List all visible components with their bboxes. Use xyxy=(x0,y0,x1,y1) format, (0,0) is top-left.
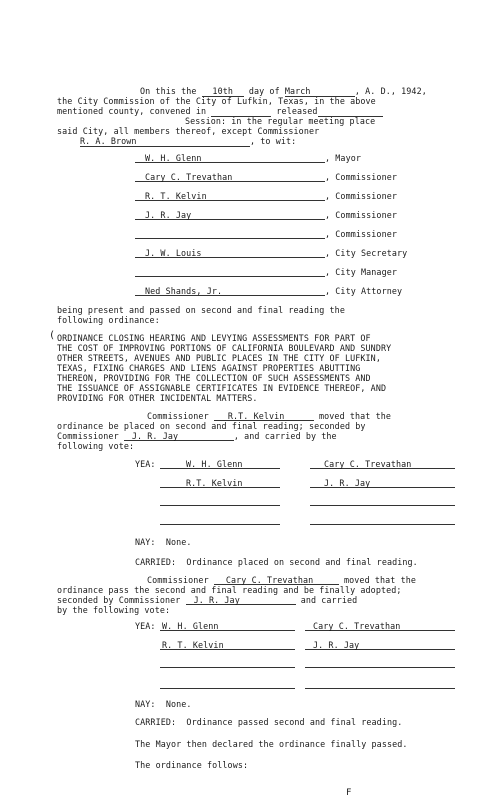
ordinance-title-3: OTHER STREETS, AVENUES AND PUBLIC PLACES IN THE CITY OF LUFKIN, xyxy=(57,353,381,363)
vote1-line-2: ordinance be placed on second and final reading; seconded by xyxy=(57,421,366,431)
yea-voter: W. H. Glenn xyxy=(160,459,280,469)
roster-member-role: , City Manager xyxy=(325,267,397,277)
roster-member-name xyxy=(135,267,325,277)
roster-row xyxy=(135,229,397,239)
roster-row xyxy=(135,153,361,163)
closing-line-1: The Mayor then declared the ordinance finally passed. xyxy=(135,739,408,749)
blank-line xyxy=(310,505,455,506)
roster-member-name: J. W. Louis xyxy=(135,248,325,258)
ordinance-title-2: THE COST OF IMPROVING PORTIONS OF CALIFORNIA BOULEVARD AND SUNDRY xyxy=(57,343,392,353)
vote-text: Commissioner xyxy=(147,575,214,585)
ordinance-title-6: THE ISSUANCE OF ASSIGNABLE CERTIFICATES IN EVIDENCE THEREOF, AND xyxy=(57,383,387,393)
vote1-mover: R.T. Kelvin xyxy=(214,411,314,421)
vote1-yea-row-1 xyxy=(160,459,280,469)
intro-text: released xyxy=(271,106,318,116)
vote2-line-3 xyxy=(57,595,357,605)
ordinance-title-5: THEREON, PROVIDING FOR THE COLLECTION OF SUCH ASSESSMENTS AND xyxy=(57,373,371,383)
blank-line xyxy=(160,667,295,668)
ordinance-title-4: TEXAS, FIXING CHARGES AND LIENS AGAINST PROPERTIES ABUTTING xyxy=(57,363,361,373)
vote1-carried: CARRIED: Ordinance placed on second and final reading. xyxy=(135,557,418,567)
vote2-yea-row-2b xyxy=(305,640,455,650)
vote1-line-3 xyxy=(57,431,337,441)
ordinance-title-1: ORDINANCE CLOSING HEARING AND LEVYING ASSESSMENTS FOR PART OF xyxy=(57,333,371,343)
roster-member-role: , Commissioner xyxy=(325,172,397,182)
vote2-mover: Cary C. Trevathan xyxy=(214,575,339,585)
intro-line-4: Session: in the regular meeting place xyxy=(185,116,376,126)
vote-text: moved that the xyxy=(338,575,416,585)
roster-member-role: , Commissioner xyxy=(325,210,397,220)
vote2-nay: NAY: None. xyxy=(135,699,192,709)
roster-row xyxy=(135,267,397,277)
present-text-2: following ordinance: xyxy=(57,315,160,325)
vote2-line-4: by the following vote: xyxy=(57,605,171,615)
roster-member-role: , Commissioner xyxy=(325,229,397,239)
vote1-yea-label: YEA: xyxy=(135,459,156,469)
intro-line-6 xyxy=(80,136,296,147)
vote1-line-1 xyxy=(147,411,391,421)
intro-text: , A. D., 1942, xyxy=(354,86,427,96)
yea-voter: W. H. Glenn xyxy=(160,621,295,631)
roster-row xyxy=(135,286,402,296)
vote2-yea-row-1 xyxy=(160,621,295,631)
absent-commissioner: R. A. Brown xyxy=(80,136,250,147)
page-mark: F xyxy=(346,788,352,798)
meeting-day: 10th xyxy=(202,86,244,97)
yea-voter: Cary C. Trevathan xyxy=(310,459,455,469)
blank-line xyxy=(160,688,295,689)
vote2-carried: CARRIED: Ordinance passed second and final reading. xyxy=(135,717,403,727)
vote-text: , and carried by the xyxy=(233,431,337,441)
vote2-yea-row-2 xyxy=(160,640,295,650)
vote1-seconder: J. R. Jay xyxy=(124,431,234,441)
vote-text: Commissioner xyxy=(147,411,214,421)
vote-text: and carried xyxy=(295,595,358,605)
ordinance-title-7: PROVIDING FOR OTHER INCIDENTAL MATTERS. xyxy=(57,393,258,403)
vote2-yea-label: YEA: xyxy=(135,621,156,631)
present-text-1: being present and passed on second and final reading the xyxy=(57,305,345,315)
yea-voter: R.T. Kelvin xyxy=(160,478,280,488)
roster-member-name: W. H. Glenn xyxy=(135,153,325,163)
roster-member-role: , City Attorney xyxy=(325,286,403,296)
blank-line xyxy=(160,524,280,525)
roster-member-role: , City Secretary xyxy=(325,248,408,258)
roster-row xyxy=(135,172,397,182)
vote2-line-2: ordinance pass the second and final reading and be finally adopted; xyxy=(57,585,402,595)
yea-voter: J. R. Jay xyxy=(310,478,455,488)
vote1-line-4: following vote: xyxy=(57,441,135,451)
vote1-yea-row-2b xyxy=(310,478,455,488)
yea-voter: R. T. Kelvin xyxy=(160,640,295,650)
roster-row xyxy=(135,248,407,258)
blank-line xyxy=(310,524,455,525)
roster-row xyxy=(135,191,397,201)
blank-line xyxy=(305,667,455,668)
roster-row xyxy=(135,210,397,220)
roster-member-name: Ned Shands, Jr. xyxy=(135,286,325,296)
intro-line-5: said City, all members thereof, except Commissioner xyxy=(57,126,320,136)
vote1-nay: NAY: None. xyxy=(135,537,192,547)
vote2-line-1 xyxy=(147,575,416,585)
roster-member-name xyxy=(135,229,325,239)
vote-text: moved that the xyxy=(313,411,391,421)
intro-text: , to wit: xyxy=(250,136,297,146)
vote1-yea-row-2 xyxy=(160,478,280,488)
intro-text: mentioned county, convened in xyxy=(57,106,212,116)
intro-text: day of xyxy=(243,86,285,96)
roster-member-role: , Mayor xyxy=(325,153,361,163)
yea-voter: J. R. Jay xyxy=(305,640,455,650)
vote2-yea-row-1b xyxy=(305,621,455,631)
vote1-yea-row-1b xyxy=(310,459,455,469)
roster-member-name: J. R. Jay xyxy=(135,210,325,220)
vote-text: seconded by Commissioner xyxy=(57,595,186,605)
blank-line xyxy=(305,688,455,689)
margin-bracket: ( xyxy=(49,330,56,341)
vote-text: Commissioner xyxy=(57,431,124,441)
yea-voter: Cary C. Trevathan xyxy=(305,621,455,631)
meeting-month: March xyxy=(285,86,355,97)
blank-line xyxy=(160,505,280,506)
vote2-seconder: J. R. Jay xyxy=(186,595,296,605)
roster-member-role: , Commissioner xyxy=(325,191,397,201)
intro-text: On this the xyxy=(140,86,202,96)
roster-member-name: Cary C. Trevathan xyxy=(135,172,325,182)
closing-line-2: The ordinance follows: xyxy=(135,760,249,770)
intro-line-2: the City Commission of the City of Lufkin, Texas, in the above xyxy=(57,96,376,106)
roster-member-name: R. T. Kelvin xyxy=(135,191,325,201)
